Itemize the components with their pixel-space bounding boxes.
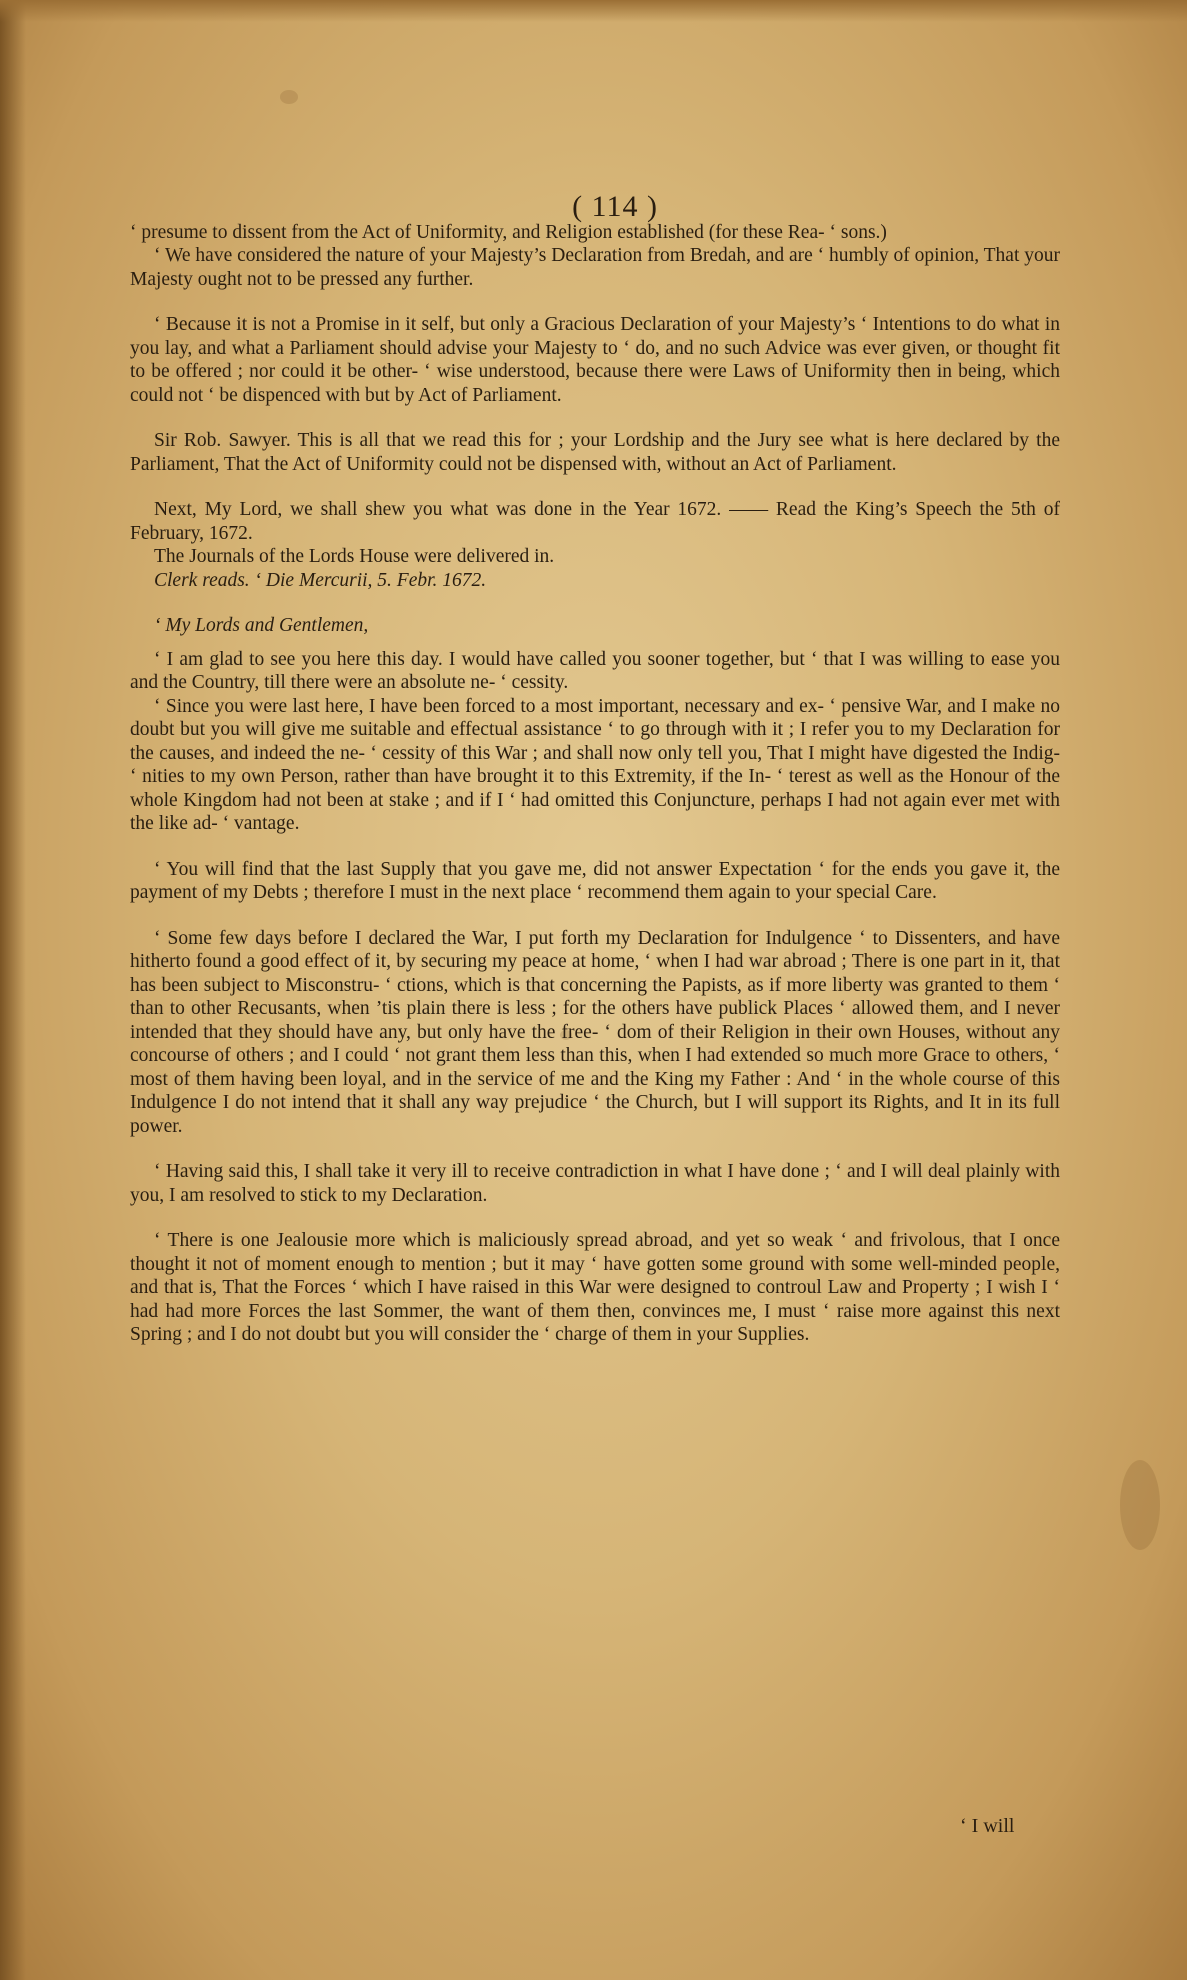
- page-number: ( 114 ): [572, 190, 658, 223]
- catchword: ‘ I will: [960, 1815, 1015, 1837]
- paragraph: ‘ We have considered the nature of your Majesty’s Declaration from Bredah, and are ‘ humbly of opinion, That your Majesty ought not to be pressed any further.: [130, 245, 1060, 290]
- paragraph: Sir Rob. Sawyer. This is all that we read this for ; your Lordship and the Jury see what is here declared by the Parliament, That the Act of Uniformity could not be dispensed with, without an Act of Parliament.: [130, 430, 1060, 475]
- paragraph: ‘ Some few days before I declared the War, I put forth my Declaration for Indulgence ‘ to Dissenters, and have hitherto found a good effect of it, by securing my peace at home, ‘ when I had war abroad ; There is one part in it, that has been subject to Misconstru- ‘ ctions, which is that concerning the Papists, as if more liberty was granted to them ‘ than to other Recusants, when ’tis plain there is less ; for the others have publick Places ‘ allowed them, and I never intended that they should have any, but only have the free- ‘ dom of their Religion in their own Houses, without any concourse of others ; and I could ‘ not grant them less than this, when I had extended so much more Grace to others, ‘ most of them having been loyal, and in the service of me and the King my Father : And ‘ in the whole course of this Indulgence I do not intend that it shall any way prejudice ‘ the Church, but I will support its Rights, and It in its full power.: [130, 927, 1060, 1137]
- paragraph: ‘ There is one Jealousie more which is maliciously spread abroad, and yet so weak ‘ and frivolous, that I once thought it not of moment enough to mention ; but it may ‘ have gotten some ground with some well-minded people, and that is, That the Forces ‘ which I have raised in this War were designed to controul Law and Property ; I wish I ‘ had had more Forces the last Sommer, the want of them then, convinces me, I must ‘ raise more against this next Spring ; and I do not doubt but you will consider the ‘ charge of them in your Supplies.: [130, 1230, 1060, 1345]
- paragraph: ‘ Since you were last here, I have been forced to a most important, necessary and ex- ‘ pensive War, and I make no doubt but you will give me suitable and effectual assistance ‘ to go through with it ; I refer you to my Declaration for the causes, and indeed the ne- ‘ cessity of this War ; and shall now only tell you, That I might have digested the Indig- ‘ nities to my own Person, rather than have brought it to this Extremity, if the In- ‘ terest as well as the Honour of the whole Kingdom had not been at stake ; and if I ‘ had omitted this Conjuncture, perhaps I had not again ever met with the like ad- ‘ vantage.: [130, 695, 1060, 834]
- paragraph: ‘ Having said this, I shall take it very ill to receive contradiction in what I have done ; ‘ and I will deal plainly with you, I am resolved to stick to my Declaration.: [130, 1161, 1060, 1206]
- paragraph: Next, My Lord, we shall shew you what was done in the Year 1672. —— Read the King’s Speech the 5th of February, 1672.: [130, 499, 1060, 544]
- paragraph: Clerk reads. ‘ Die Mercurii, 5. Febr. 1672.: [154, 569, 487, 591]
- page-content: [130, 190, 1060, 1347]
- paper-stain: [1120, 1460, 1160, 1550]
- paragraph: The Journals of the Lords House were delivered in.: [154, 546, 555, 567]
- paper-stain: [280, 90, 298, 104]
- page-left-edge: [0, 0, 26, 1980]
- paragraph: ‘ I am glad to see you here this day. I would have called you sooner together, but ‘ that I was willing to ease you and the Country, till there were an absolute ne- ‘ cessity.: [130, 648, 1060, 693]
- page-top-edge: [0, 0, 1187, 22]
- paragraph: ‘ Because it is not a Promise in it self, but only a Gracious Declaration of your Majesty’s ‘ Intentions to do what in you lay, and what a Parliament should advise your Majesty to ‘ do, and no such Advice was ever given, or thought fit to be offered ; nor could it be other- ‘ wise understood, because there were Laws of Uniformity then in being, which could not ‘ be dispenced with but by Act of Parliament.: [130, 314, 1060, 406]
- paragraph: ‘ My Lords and Gentlemen,: [154, 615, 369, 636]
- paragraph: ‘ You will find that the last Supply that you gave me, did not answer Expectation ‘ for the ends you gave it, the payment of my Debts ; therefore I must in the next place ‘ recommend them again to your special Care.: [130, 858, 1060, 903]
- paragraph: ‘ presume to dissent from the Act of Uniformity, and Religion established (for these Rea- ‘ sons.): [130, 221, 887, 243]
